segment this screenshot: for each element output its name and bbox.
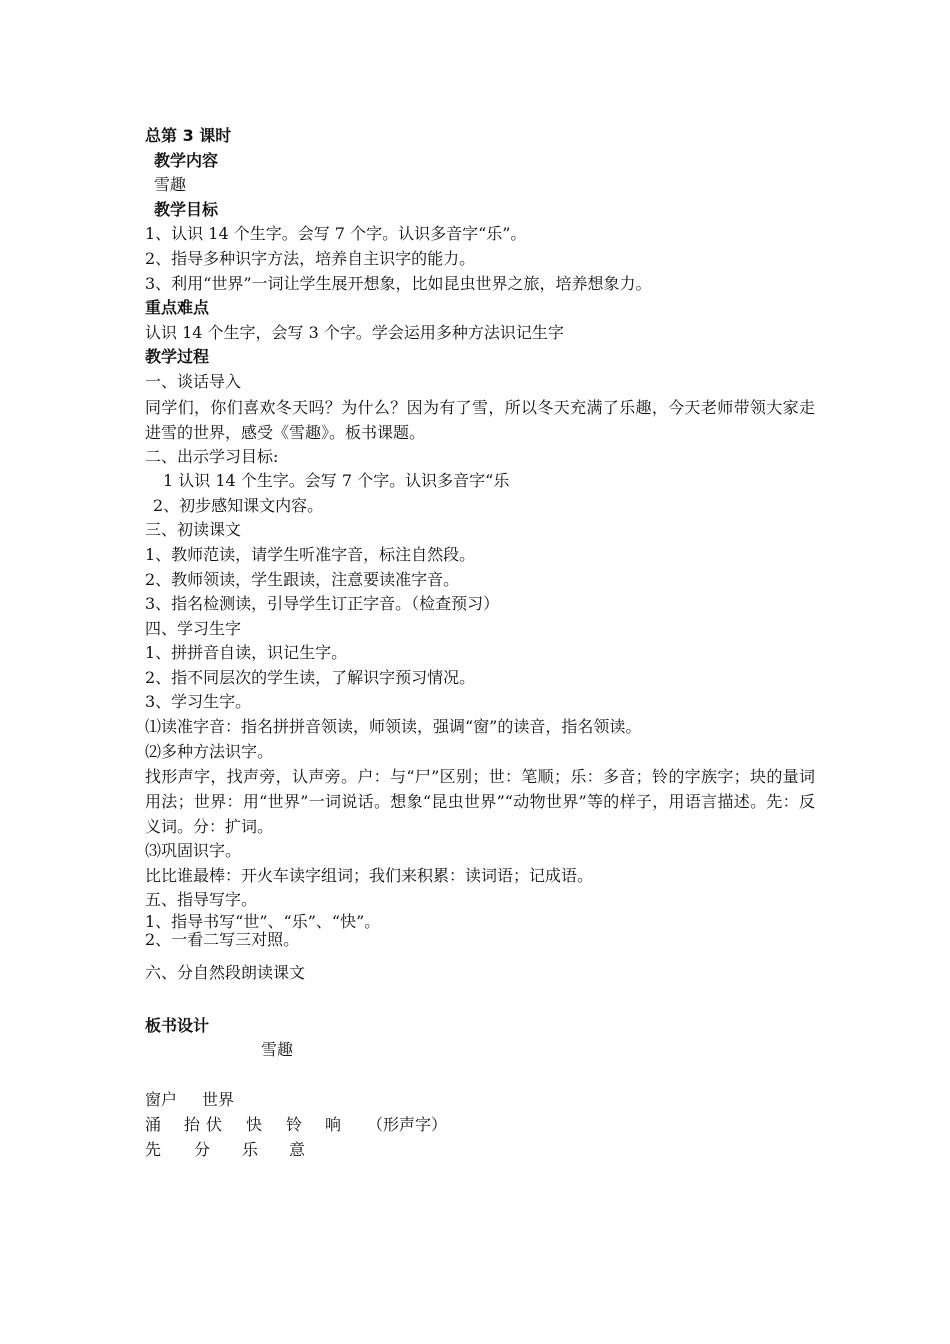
step4-sub1: ⑴读准字音：指名拼拼音领读，师领读，强调“窗”的读音，指名领读。 [145, 717, 642, 737]
step4-sub3: ⑶巩固识字。 [145, 841, 242, 861]
step4-sub2-text: 找形声字，找声旁，认声旁。户：与“尸”区别；世：笔顺；乐：多音；铃的字族字；块的量词用法；世界：用“世界”一词说话。想象“昆虫世界”“动物世界”等的样子，用语言描述。先：反义词。分：扩词。 [145, 767, 815, 837]
key-heading: 重点难点 [145, 298, 210, 318]
key-text: 认识 14 个生字，会写 3 个字。学会运用多种方法识记生字 [145, 322, 564, 342]
step4-item: 2、指不同层次的学生读，了解识字预习情况。 [145, 667, 476, 687]
process-heading: 教学过程 [145, 347, 210, 367]
spacer [145, 949, 815, 961]
step2-item: 1 认识 14 个生字。会写 7 个字。认识多音字“乐 [163, 471, 510, 491]
step4-title: 四、学习生字 [145, 618, 242, 638]
board-char: 快 [246, 1114, 263, 1134]
board-char: 涌 [145, 1114, 162, 1134]
step6-title: 六、分自然段朗读课文 [145, 963, 306, 983]
step3-item: 2、教师领读，学生跟读，注意要读准字音。 [145, 569, 460, 589]
step3-item: 1、教师范读，请学生听准字音，标注自然段。 [145, 544, 476, 564]
step3-item: 3、指名检测读，引导学生订正字音。（检查预习） [145, 594, 500, 614]
lesson-plan-page [145, 124, 815, 1162]
step2-item: 2、初步感知课文内容。 [153, 495, 324, 515]
board-heading: 板书设计 [145, 1015, 210, 1035]
step4-sub3-text: 比比谁最棒：开火车读字组词；我们来积累：读词语；记成语。 [145, 865, 594, 885]
board-row-2 [145, 1112, 815, 1137]
board-note: （形声字） [367, 1114, 448, 1134]
step5-item: 1、指导书写“世”、“乐”、“快”。 [145, 912, 381, 932]
step2-title: 二、出示学习目标: [145, 446, 279, 466]
step1-title: 一、谈话导入 [145, 371, 242, 391]
step4-item: 1、拼拼音自读，识记生字。 [145, 643, 348, 663]
goals-heading: 教学目标 [154, 199, 219, 219]
step3-title: 三、初读课文 [145, 520, 242, 540]
board-char: 抬 [184, 1114, 201, 1134]
board-char: 乐 [242, 1139, 259, 1159]
goal-item: 1、认识 14 个生字。会写 7 个字。认识多音字“乐”。 [145, 224, 527, 244]
board-char: 意 [289, 1139, 306, 1159]
step5-item: 2、一看二写三对照。 [145, 930, 300, 950]
board-char: 分 [194, 1139, 211, 1159]
goal-item: 2、指导多种识字方法，培养自主识字的能力。 [145, 248, 476, 268]
board-char: 伏 [206, 1114, 223, 1134]
content-text: 雪趣 [154, 175, 187, 195]
step5-title: 五、指导写字。 [145, 890, 258, 910]
board-char: 先 [145, 1139, 162, 1159]
board-row-3 [145, 1137, 815, 1162]
content-heading: 教学内容 [154, 150, 219, 170]
board-char: 响 [325, 1114, 342, 1134]
spacer [145, 1063, 815, 1087]
board-row-1 [145, 1087, 815, 1112]
period-title: 总第 3 课时 [145, 126, 232, 145]
step1-text: 同学们，你们喜欢冬天吗？为什么？因为有了雪，所以冬天充满了乐趣，今天老师带领大家走进雪的世界，感受《雪趣》。板书课题。 [145, 397, 815, 442]
step4-sub2: ⑵多种方法识字。 [145, 741, 274, 761]
spacer [145, 986, 815, 1014]
step4-item: 3、学习生字。 [145, 692, 252, 712]
board-word: 世界 [202, 1089, 235, 1109]
board-char: 铃 [286, 1114, 303, 1134]
board-title: 雪趣 [261, 1040, 294, 1060]
board-word: 窗户 [145, 1089, 178, 1109]
goal-item: 3、利用“世界”一词让学生展开想象，比如昆虫世界之旅，培养想象力。 [145, 273, 652, 293]
